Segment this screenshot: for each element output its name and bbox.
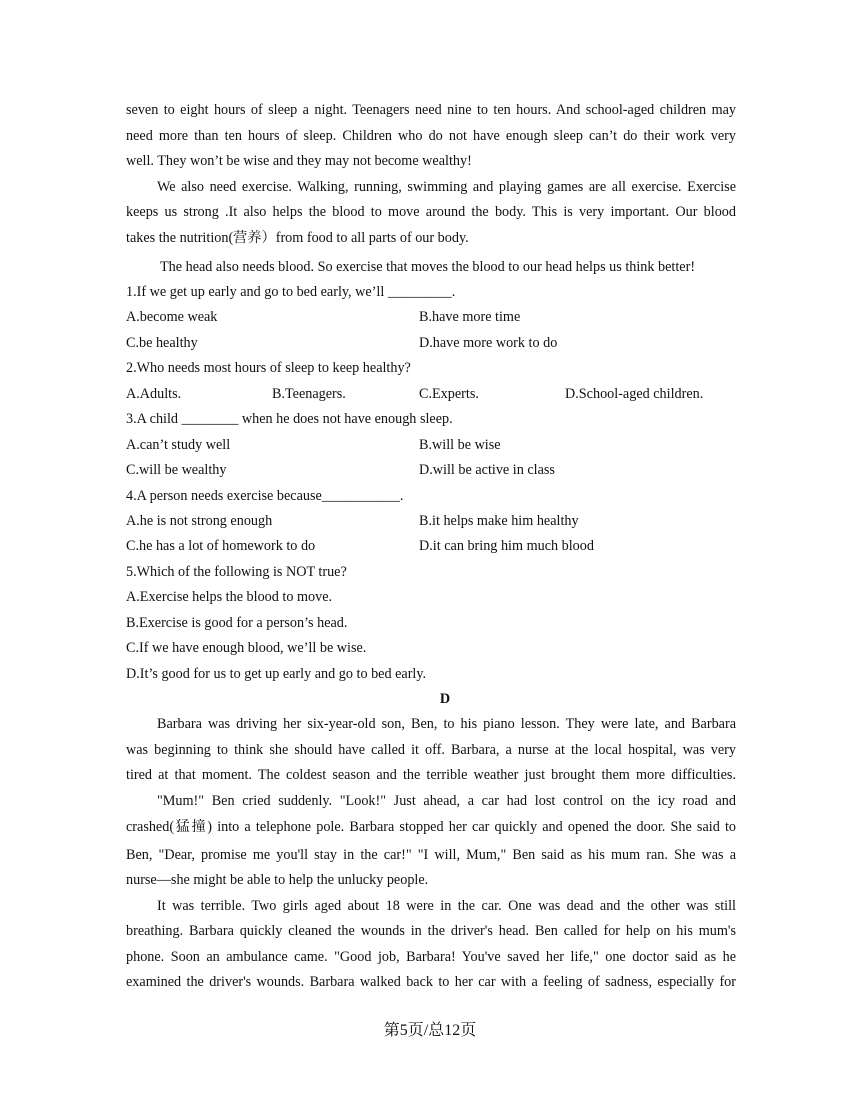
question-4-option-c: C.he has a lot of homework to do [126, 538, 316, 554]
passage-d-line-3: tired at that moment. The coldest season and the terrible weather just brought them more difficulties. [126, 767, 736, 783]
passage-c-line-5: keeps us strong .It also helps the blood to move around the body. This is very important. Our blood [126, 204, 736, 220]
question-2-option-c: C.Experts. [419, 386, 479, 402]
passage-c-line-6: takes the nutrition(营养）from food to all parts of our body. [126, 230, 469, 246]
question-3-option-b: B.will be wise [419, 437, 501, 453]
question-1-option-c: C.be healthy [126, 335, 198, 351]
question-1-option-a: A.become weak [126, 309, 218, 325]
question-1-option-d: D.have more work to do [419, 335, 558, 351]
passage-d-line-10: phone. Soon an ambulance came. "Good job, Barbara! You've saved her life," one doctor said as he [126, 949, 736, 965]
passage-c-line-1: seven to eight hours of sleep a night. Teenagers need nine to ten hours. And school-aged children may [126, 102, 736, 118]
passage-d-line-7: nurse—she might be able to help the unlucky people. [126, 872, 429, 888]
passage-c-line-2: need more than ten hours of sleep. Children who do not have enough sleep can’t do their work very [126, 128, 736, 144]
question-4-option-d: D.it can bring him much blood [419, 538, 594, 554]
question-2-option-d: D.School-aged children. [565, 386, 704, 402]
question-1-stem: 1.If we get up early and go to bed early, we’ll _________. [126, 284, 456, 300]
question-5-option-b: B.Exercise is good for a person’s head. [126, 615, 348, 631]
question-5-option-c: C.If we have enough blood, we’ll be wise. [126, 640, 367, 656]
passage-d-line-5: crashed(猛撞) into a telephone pole. Barbara stopped her car quickly and opened the door. She said to [126, 819, 736, 835]
question-3-option-c: C.will be wealthy [126, 462, 227, 478]
question-2-option-b: B.Teenagers. [272, 386, 346, 402]
question-4-option-b: B.it helps make him healthy [419, 513, 579, 529]
question-1-option-b: B.have more time [419, 309, 521, 325]
question-2-stem: 2.Who needs most hours of sleep to keep healthy? [126, 360, 411, 376]
question-3-stem: 3.A child ________ when he does not have enough sleep. [126, 411, 453, 427]
passage-c-line-3: well. They won’t be wise and they may not become wealthy! [126, 153, 472, 169]
question-5-option-a: A.Exercise helps the blood to move. [126, 589, 333, 605]
passage-c-line-7: The head also needs blood. So exercise that moves the blood to our head helps us think better! [160, 259, 696, 275]
question-4-option-a: A.he is not strong enough [126, 513, 273, 529]
passage-d-line-6: Ben, "Dear, promise me you'll stay in the car!" "I will, Mum," Ben said as his mum ran. She was a [126, 847, 736, 863]
passage-d-line-1: Barbara was driving her six-year-old son, Ben, to his piano lesson. They were late, and Barbara [157, 716, 736, 732]
passage-d-line-9: breathing. Barbara quickly cleaned the wounds in the driver's head. Ben called for help on his mum's [126, 923, 736, 939]
question-4-stem: 4.A person needs exercise because___________. [126, 488, 404, 504]
question-5-option-d: D.It’s good for us to get up early and go to bed early. [126, 666, 427, 682]
passage-d-line-4: "Mum!" Ben cried suddenly. "Look!" Just ahead, a car had lost control on the icy road and [157, 793, 736, 809]
section-d-heading: D [439, 691, 451, 707]
question-3-option-a: A.can’t study well [126, 437, 231, 453]
passage-d-line-11: examined the driver's wounds. Barbara walked back to her car with a feeling of sadness, especially for [126, 974, 736, 990]
passage-d-line-8: It was terrible. Two girls aged about 18 were in the car. One was dead and the other was still [157, 898, 736, 914]
question-5-stem: 5.Which of the following is NOT true? [126, 564, 347, 580]
passage-d-line-2: was beginning to think she should have called it off. Barbara, a nurse at the local hospital, was very [126, 742, 736, 758]
page-number-footer: 第5页/总12页 [383, 1022, 477, 1039]
question-2-option-a: A.Adults. [126, 386, 182, 402]
question-3-option-d: D.will be active in class [419, 462, 555, 478]
passage-c-line-4: We also need exercise. Walking, running, swimming and playing games are all exercise. Exercise [157, 179, 736, 195]
